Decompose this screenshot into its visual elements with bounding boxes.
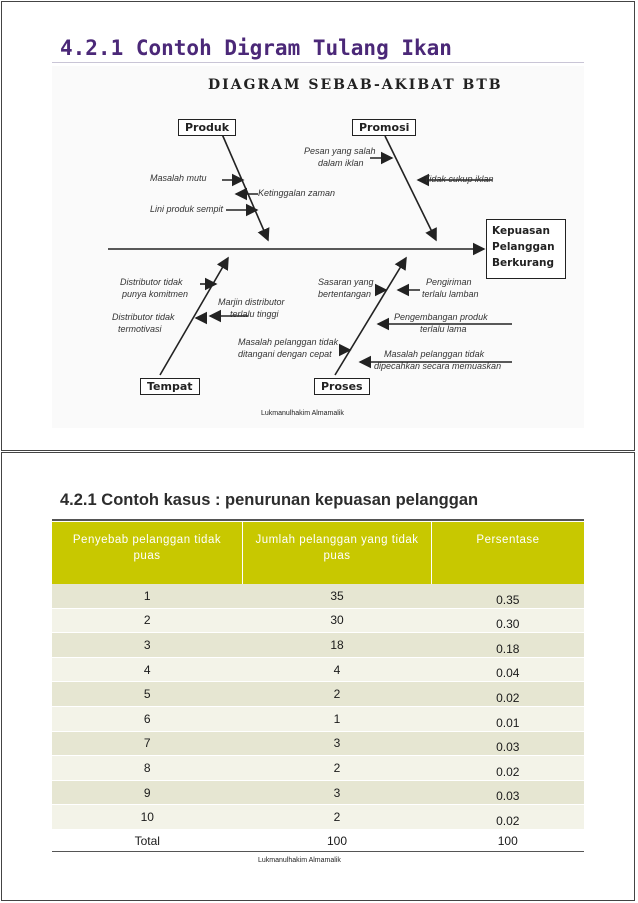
effect-line-2: Pelanggan — [492, 241, 555, 253]
table-total-row — [52, 829, 584, 852]
cell-jumlah: 100 — [243, 829, 432, 852]
table-row — [52, 805, 584, 830]
category-proses: Proses — [314, 378, 370, 395]
cell-penyebab: 6 — [52, 706, 243, 731]
complaint-table — [52, 522, 584, 853]
table-row — [52, 682, 584, 707]
table-row — [52, 657, 584, 682]
table-row — [52, 706, 584, 731]
cause-tidak-cukup-iklan: Tidak cukup iklan — [424, 174, 494, 184]
cell-penyebab: 3 — [52, 633, 243, 658]
cause-distributor-termotivasi-1: Distributor tidak — [112, 312, 175, 322]
cell-jumlah: 1 — [243, 706, 432, 731]
table-body — [52, 584, 584, 853]
header-jumlah: Jumlah pelanggan yang tidak puas — [243, 522, 432, 584]
cell-jumlah: 2 — [243, 756, 432, 781]
effect-box — [486, 219, 566, 279]
cause-sasaran-2: bertentangan — [318, 289, 372, 299]
cell-penyebab: 2 — [52, 608, 243, 633]
cell-penyebab: 1 — [52, 584, 243, 608]
cell-persentase: 100 — [432, 829, 585, 852]
cause-masalah-puas-1: Masalah pelanggan tidak — [384, 349, 485, 359]
cell-jumlah: 3 — [243, 731, 432, 756]
category-promosi: Promosi — [352, 119, 416, 136]
cause-masalah-cepat-2: ditangani dengan cepat — [238, 349, 332, 359]
slide2-title: 4.2.1 Contoh kasus : penurunan kepuasan pelanggan — [60, 491, 479, 509]
cell-persentase: 0.30 — [432, 608, 585, 633]
cell-jumlah: 18 — [243, 633, 432, 658]
cause-masalah-puas-2: dipecahkan secara memuaskan — [374, 361, 502, 371]
cell-jumlah: 35 — [243, 584, 432, 608]
slide1-footer: Lukmanulhakim Almamalik — [261, 410, 344, 417]
cell-penyebab: 7 — [52, 731, 243, 756]
cell-persentase: 0.03 — [432, 731, 585, 756]
cause-pengiriman-1: Pengiriman — [426, 277, 472, 287]
table-bottom-rule — [52, 851, 584, 852]
cell-persentase: 0.18 — [432, 633, 585, 658]
table-header-row — [52, 522, 584, 584]
effect-line-1: Kepuasan — [492, 225, 550, 237]
table-row — [52, 731, 584, 756]
cell-jumlah: 30 — [243, 608, 432, 633]
cause-distributor-komitmen-1: Distributor tidak — [120, 277, 183, 287]
effect-line-3: Berkurang — [492, 257, 555, 269]
category-produk: Produk — [178, 119, 236, 136]
cell-persentase: 0.02 — [432, 756, 585, 781]
cause-masalah-cepat-1: Masalah pelanggan tidak — [238, 337, 339, 347]
cell-penyebab: 5 — [52, 682, 243, 707]
cell-persentase: 0.01 — [432, 706, 585, 731]
table-row — [52, 584, 584, 608]
cell-penyebab: 8 — [52, 756, 243, 781]
cause-pesan-salah-1: Pesan yang salah — [304, 146, 376, 156]
table-row — [52, 633, 584, 658]
cell-jumlah: 3 — [243, 780, 432, 805]
cause-pesan-salah-2: dalam iklan — [318, 158, 364, 168]
cell-persentase: 0.04 — [432, 657, 585, 682]
cell-jumlah: 2 — [243, 682, 432, 707]
cell-persentase: 0.02 — [432, 682, 585, 707]
cause-sasaran-1: Sasaran yang — [318, 277, 374, 287]
table-row — [52, 780, 584, 805]
header-persentase: Persentase — [432, 522, 585, 584]
cell-penyebab: 9 — [52, 780, 243, 805]
cell-penyebab: 10 — [52, 805, 243, 830]
cause-pengembangan-2: terlalu lama — [420, 324, 467, 334]
cell-jumlah: 2 — [243, 805, 432, 830]
slide1-title: 4.2.1 Contoh Digram Tulang Ikan — [60, 36, 452, 60]
category-tempat: Tempat — [140, 378, 200, 395]
cause-pengembangan-1: Pengembangan produk — [394, 312, 488, 322]
cause-pengiriman-2: terlalu lamban — [422, 289, 479, 299]
slide2-footer: Lukmanulhakim Almamalik — [258, 857, 341, 864]
cell-persentase: 0.02 — [432, 805, 585, 830]
cell-penyebab: Total — [52, 829, 243, 852]
table-row — [52, 608, 584, 633]
cause-masalah-mutu: Masalah mutu — [150, 173, 207, 183]
cause-distributor-komitmen-2: punya komitmen — [122, 289, 189, 299]
cause-marjin-2: terlalu tinggi — [230, 309, 279, 319]
cell-persentase: 0.35 — [432, 584, 585, 608]
cause-distributor-termotivasi-2: termotivasi — [118, 324, 162, 334]
cell-persentase: 0.03 — [432, 780, 585, 805]
cause-ketinggalan-zaman: Ketinggalan zaman — [258, 188, 336, 198]
title2-divider — [52, 519, 584, 521]
header-penyebab: Penyebab pelanggan tidak puas — [52, 522, 243, 584]
diagram-title: DIAGRAM SEBAB-AKIBAT BTB — [208, 77, 503, 93]
cause-lini-produk: Lini produk sempit — [150, 204, 224, 214]
bone-promosi — [385, 136, 436, 240]
table-row — [52, 756, 584, 781]
cell-penyebab: 4 — [52, 657, 243, 682]
cell-jumlah: 4 — [243, 657, 432, 682]
cause-marjin-1: Marjin distributor — [218, 297, 285, 307]
